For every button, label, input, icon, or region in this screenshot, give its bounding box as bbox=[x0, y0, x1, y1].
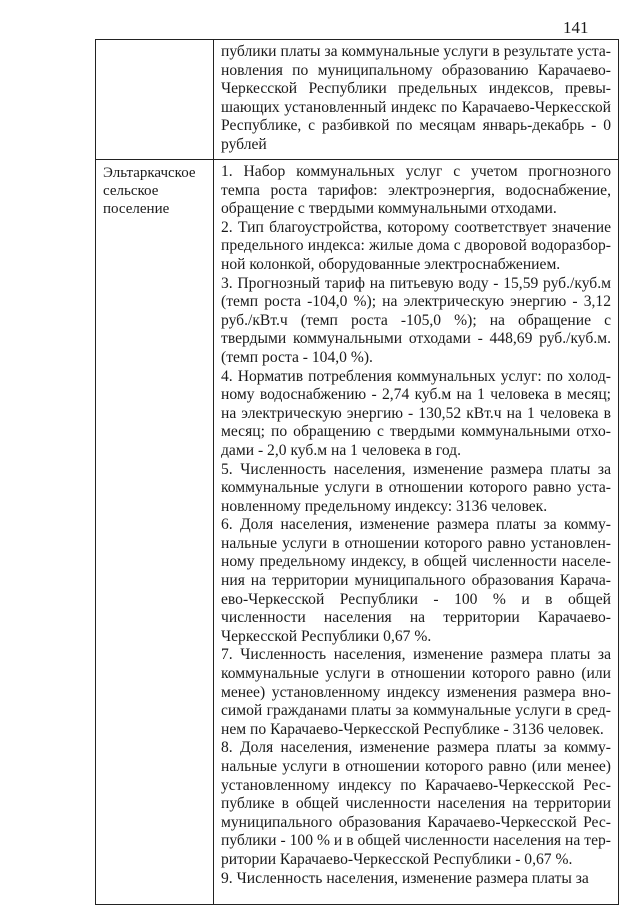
description-text bbox=[214, 40, 618, 155]
paragraph-6: 6. Доля населения, изменение размера платы за коммунальные услуги в отношении которого равно установленному предельному индексу, в общей численности населения на территории муниципального образования Карачаево-Черкесской Республики - 100 % и в общей численности населения на территории Карачаево-Черкесской Республики 0,67 %. bbox=[221, 516, 611, 645]
page-number: 141 bbox=[563, 18, 589, 37]
place-name bbox=[96, 40, 213, 44]
description-cell bbox=[214, 40, 619, 160]
document-table bbox=[95, 39, 619, 905]
paragraph-9: 9. Численность населения, изменение размера платы за bbox=[221, 869, 589, 887]
table-row bbox=[96, 160, 619, 905]
paragraph-4: 4. Норматив потребления коммунальных услуг: по холодному водоснабжению - 2,74 куб.м на 1 человека в месяц; на электрическую энергию - 130,52 кВт.ч на 1 человека в месяц; по обращению с твердыми коммунальными отходами - 2,0 куб.м на 1 человека в год. bbox=[221, 367, 611, 459]
paragraph-1: 1. Набор коммунальных услуг с учетом прогнозного темпа роста тарифов: электроэнергия, водоснабжение, обращение с твердыми коммунальными отходами. bbox=[221, 163, 611, 218]
paragraph-2: 2. Тип благоустройства, которому соответствует значение предельного индекса: жилые дома с дворовой водоразборной колонкой, оборудованные электроснабжением. bbox=[221, 218, 611, 273]
paragraph-5: 5. Численность населения, изменение размера платы за коммунальные услуги в отношении которого равно установленному предельному индексу: 3136 человек. bbox=[221, 460, 611, 515]
paragraph-3: 3. Прогнозный тариф на питьевую воду - 15,59 руб./куб.м (темп роста -104,0 %); на электрическую энергию - 3,12 руб./кВт.ч (темп роста -105,0 %); на обращение с твердыми коммунальными отходами - 448,69 руб./куб.м. (темп роста - 104,0 %). bbox=[221, 274, 611, 366]
table-row bbox=[96, 40, 619, 160]
paragraph-8: 8. Доля населения, изменение размера платы за коммунальные услуги в отношении которого равно (или менее) установленному индексу по Карачаево-Черкесской Республике в общей численности населения на территории муниципального образования Карачаево-Черкесской Республики - 100 % и в общей численности населения на территории Карачаево-Черкесской Республики - 0,67 %. bbox=[221, 739, 611, 868]
paragraph: публики платы за коммунальные услуги в результате установления по муниципальному образованию Карачаево-Черкесской Республики предельных индексов, превышающих установленный индекс по Карачаево-Черкесской Республике, с разбивкой по месяцам январь-декабрь - 0 рублей bbox=[221, 43, 611, 153]
place-name-cell bbox=[96, 40, 214, 160]
description-text bbox=[214, 160, 618, 888]
paragraph-7: 7. Численность населения, изменение размера платы за коммунальные услуги в отношении которого равно (или менее) установленному индексу изменения размера вносимой гражданами платы за коммунальные услуги в среднем по Карачаево-Черкесской Республике - 3136 человек. bbox=[221, 646, 611, 738]
place-name: Эльтаркачское сельское поселение bbox=[103, 165, 196, 217]
place-name-cell bbox=[96, 160, 214, 905]
description-cell bbox=[214, 160, 619, 905]
